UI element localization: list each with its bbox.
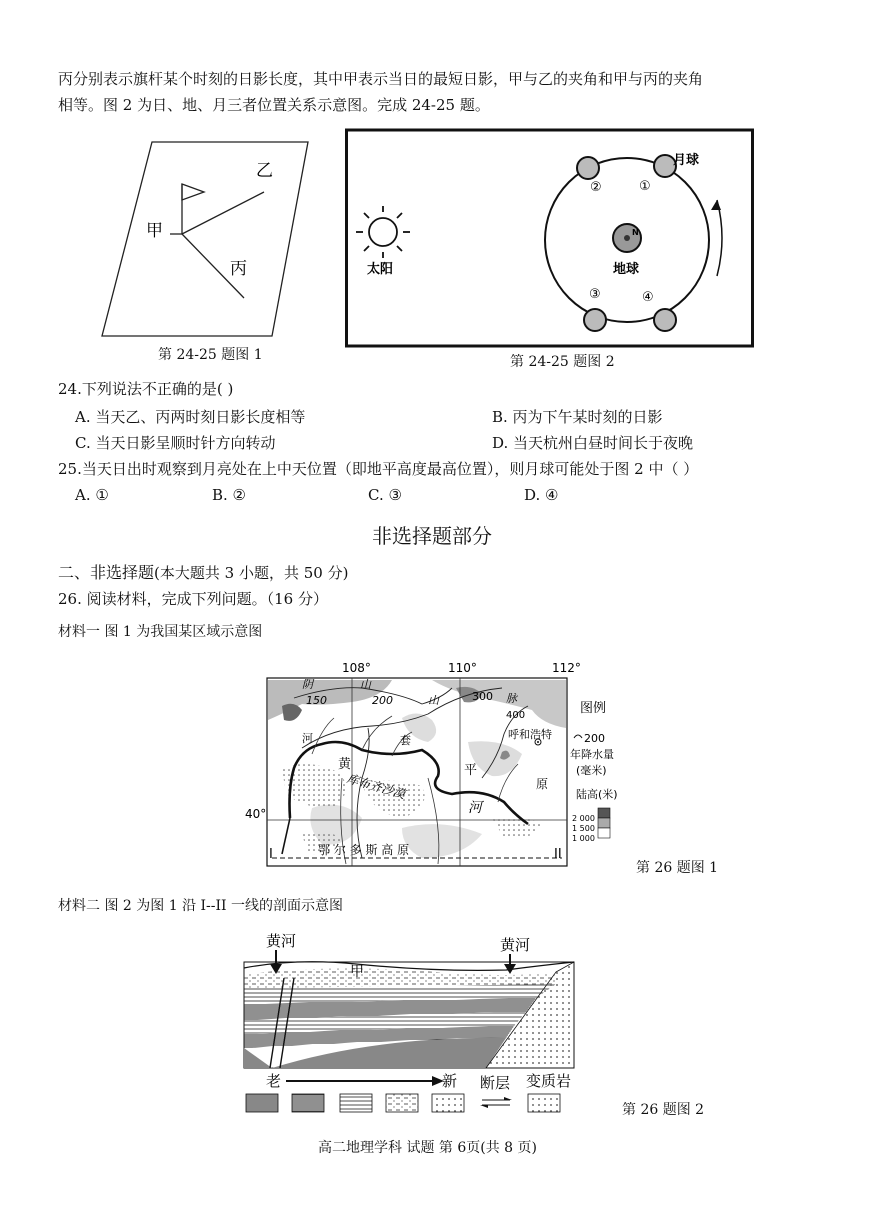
q24-option-d: D. 当天杭州白昼时间长于夜晚: [492, 434, 694, 452]
svg-text:40°: 40°: [245, 807, 267, 821]
q24-option-a: A. 当天乙、丙两时刻日影长度相等: [75, 408, 306, 426]
svg-text:原: 原: [536, 777, 549, 791]
earth-label: 地球: [613, 262, 640, 277]
svg-text:呼和浩特: 呼和浩特: [508, 728, 552, 741]
section-title: 非选择题部分: [372, 524, 492, 548]
q24-option-b: B. 丙为下午某时刻的日影: [492, 408, 663, 426]
svg-text:变质岩: 变质岩: [526, 1072, 572, 1090]
svg-text:鄂 尔 多 斯 高 原: 鄂 尔 多 斯 高 原: [318, 843, 410, 857]
orbit-arrow-icon: [711, 200, 721, 210]
svg-text:II: II: [554, 847, 562, 862]
svg-text:①: ①: [639, 179, 651, 194]
svg-text:150: 150: [306, 694, 327, 707]
svg-text:新: 新: [442, 1072, 458, 1090]
svg-text:甲: 甲: [350, 964, 364, 980]
svg-text:断层: 断层: [480, 1074, 511, 1092]
svg-text:山: 山: [428, 694, 439, 707]
shadow-figure: [96, 136, 316, 342]
svg-text:黄: 黄: [338, 757, 352, 772]
part2-note: (本大题共 3 小题，共 50 分): [154, 564, 349, 582]
svg-text:300: 300: [472, 690, 493, 703]
q26-stem: 26. 阅读材料，完成下列问题。（16 分）: [58, 590, 328, 608]
fig2-caption: 第 24-25 题图 2: [510, 354, 615, 370]
svg-text:陆高(米): 陆高(米): [576, 788, 618, 801]
q24-stem: 24.下列说法不正确的是( ): [58, 380, 234, 398]
intro-line-1: 丙分别表示旗杆某个时刻的日影长度，其中甲表示当日的最短日影，甲与乙的夹角和甲与丙的夹角: [58, 70, 704, 88]
svg-text:200: 200: [584, 732, 605, 745]
sun-label: 太阳: [367, 262, 394, 277]
label-yi: 乙: [256, 161, 273, 181]
q25-stem: 25.当天日出时观察到月亮处在上中天位置（即地平高度最高位置），则月球可能处于图 2 中（ ）: [58, 460, 699, 478]
q24-option-c: C. 当天日影呈顺时针方向转动: [75, 434, 276, 452]
q25-option-b: B. ②: [212, 486, 247, 504]
page-footer: 高二地理学科 试题 第 6页(共 8 页): [318, 1140, 537, 1156]
svg-text:108°: 108°: [342, 661, 371, 675]
q25-option-c: C. ③: [368, 486, 402, 504]
region-map: [242, 658, 632, 880]
svg-text:黄河: 黄河: [266, 932, 297, 950]
map-caption: 第 26 题图 1: [636, 860, 719, 876]
q25-option-d: D. ④: [524, 486, 559, 504]
svg-text:2 000: 2 000: [572, 814, 595, 823]
material-2: 材料二 图 2 为图 1 沿 I--II 一线的剖面示意图: [58, 898, 344, 914]
svg-text:1 000: 1 000: [572, 834, 595, 843]
part2-heading: [58, 562, 348, 584]
svg-text:N: N: [632, 228, 639, 237]
svg-text:库布齐沙漠: 库布齐沙漠: [345, 771, 407, 802]
svg-text:④: ④: [642, 290, 654, 305]
label-jia: 甲: [146, 221, 163, 241]
svg-text:阴: 阴: [302, 678, 313, 691]
svg-text:脉: 脉: [506, 692, 517, 705]
section-caption: 第 26 题图 2: [622, 1102, 705, 1118]
svg-text:112°: 112°: [552, 661, 581, 675]
fig1-caption: 第 24-25 题图 1: [158, 347, 263, 363]
sun-earth-moon-figure: [345, 128, 755, 350]
svg-text:老: 老: [266, 1072, 282, 1090]
svg-text:黄河: 黄河: [500, 936, 531, 954]
intro-line-2: 相等。图 2 为日、地、月三者位置关系示意图。完成 24-25 题。: [58, 96, 490, 114]
flag-icon: [182, 184, 204, 200]
moon-label: 月球: [673, 153, 700, 168]
svg-text:河: 河: [468, 800, 482, 816]
svg-text:1 500: 1 500: [572, 824, 595, 833]
label-bing: 丙: [230, 259, 247, 279]
sun-icon: [356, 206, 410, 258]
svg-text:110°: 110°: [448, 661, 477, 675]
svg-text:年降水量: 年降水量: [570, 748, 614, 761]
q25-option-a: A. ①: [75, 486, 109, 504]
svg-text:②: ②: [590, 180, 602, 195]
svg-text:③: ③: [589, 287, 601, 302]
geologic-section: [236, 928, 586, 1118]
svg-text:200: 200: [372, 694, 393, 707]
svg-text:河: 河: [302, 732, 313, 745]
part2-title: 二、非选择题: [58, 563, 155, 582]
svg-text:I: I: [269, 847, 273, 862]
material-1: 材料一 图 1 为我国某区域示意图: [58, 624, 263, 640]
svg-text:图例: 图例: [580, 701, 607, 716]
svg-text:套: 套: [400, 734, 411, 747]
svg-text:400: 400: [506, 710, 526, 721]
svg-text:(毫米): (毫米): [576, 764, 607, 777]
svg-text:平: 平: [464, 763, 478, 778]
svg-text:山: 山: [360, 678, 371, 691]
